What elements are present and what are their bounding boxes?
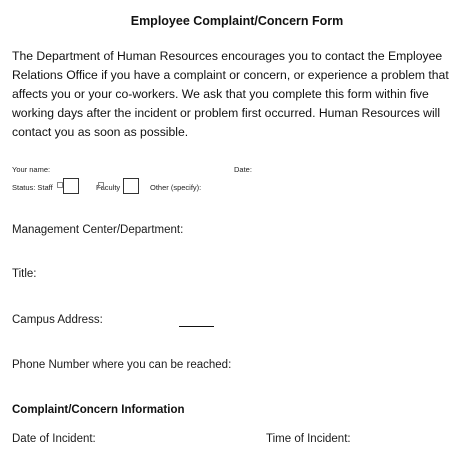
other-specify-label: Other (specify): xyxy=(150,183,202,192)
faculty-checkbox[interactable] xyxy=(123,178,139,194)
date-label: Date: xyxy=(234,165,252,174)
complaint-section-heading: Complaint/Concern Information xyxy=(12,404,185,416)
title-field-label: Title: xyxy=(12,268,37,280)
date-of-incident-label: Date of Incident: xyxy=(12,433,96,445)
campus-address-underline xyxy=(179,326,214,327)
campus-address-label: Campus Address: xyxy=(12,314,103,326)
intro-paragraph: The Department of Human Resources encourages you to contact the Employee Relations Office if you have a complaint or concern, or experience a problem that affects you or your co-workers. We ask that you complete this form within five working days after the incident or problem first occurred. Human Resources will contact you as soon as possible. xyxy=(12,49,449,139)
time-of-incident-label: Time of Incident: xyxy=(266,433,351,445)
faculty-mini-checkbox xyxy=(98,182,104,188)
status-staff-label: Status: Staff xyxy=(12,183,53,192)
form-title: Employee Complaint/Concern Form xyxy=(130,14,344,28)
management-center-label: Management Center/Department: xyxy=(12,224,184,236)
staff-checkbox[interactable] xyxy=(63,178,79,194)
faculty-label: Faculty xyxy=(96,183,121,192)
your-name-label: Your name: xyxy=(12,165,51,174)
phone-number-label: Phone Number where you can be reached: xyxy=(12,359,232,371)
